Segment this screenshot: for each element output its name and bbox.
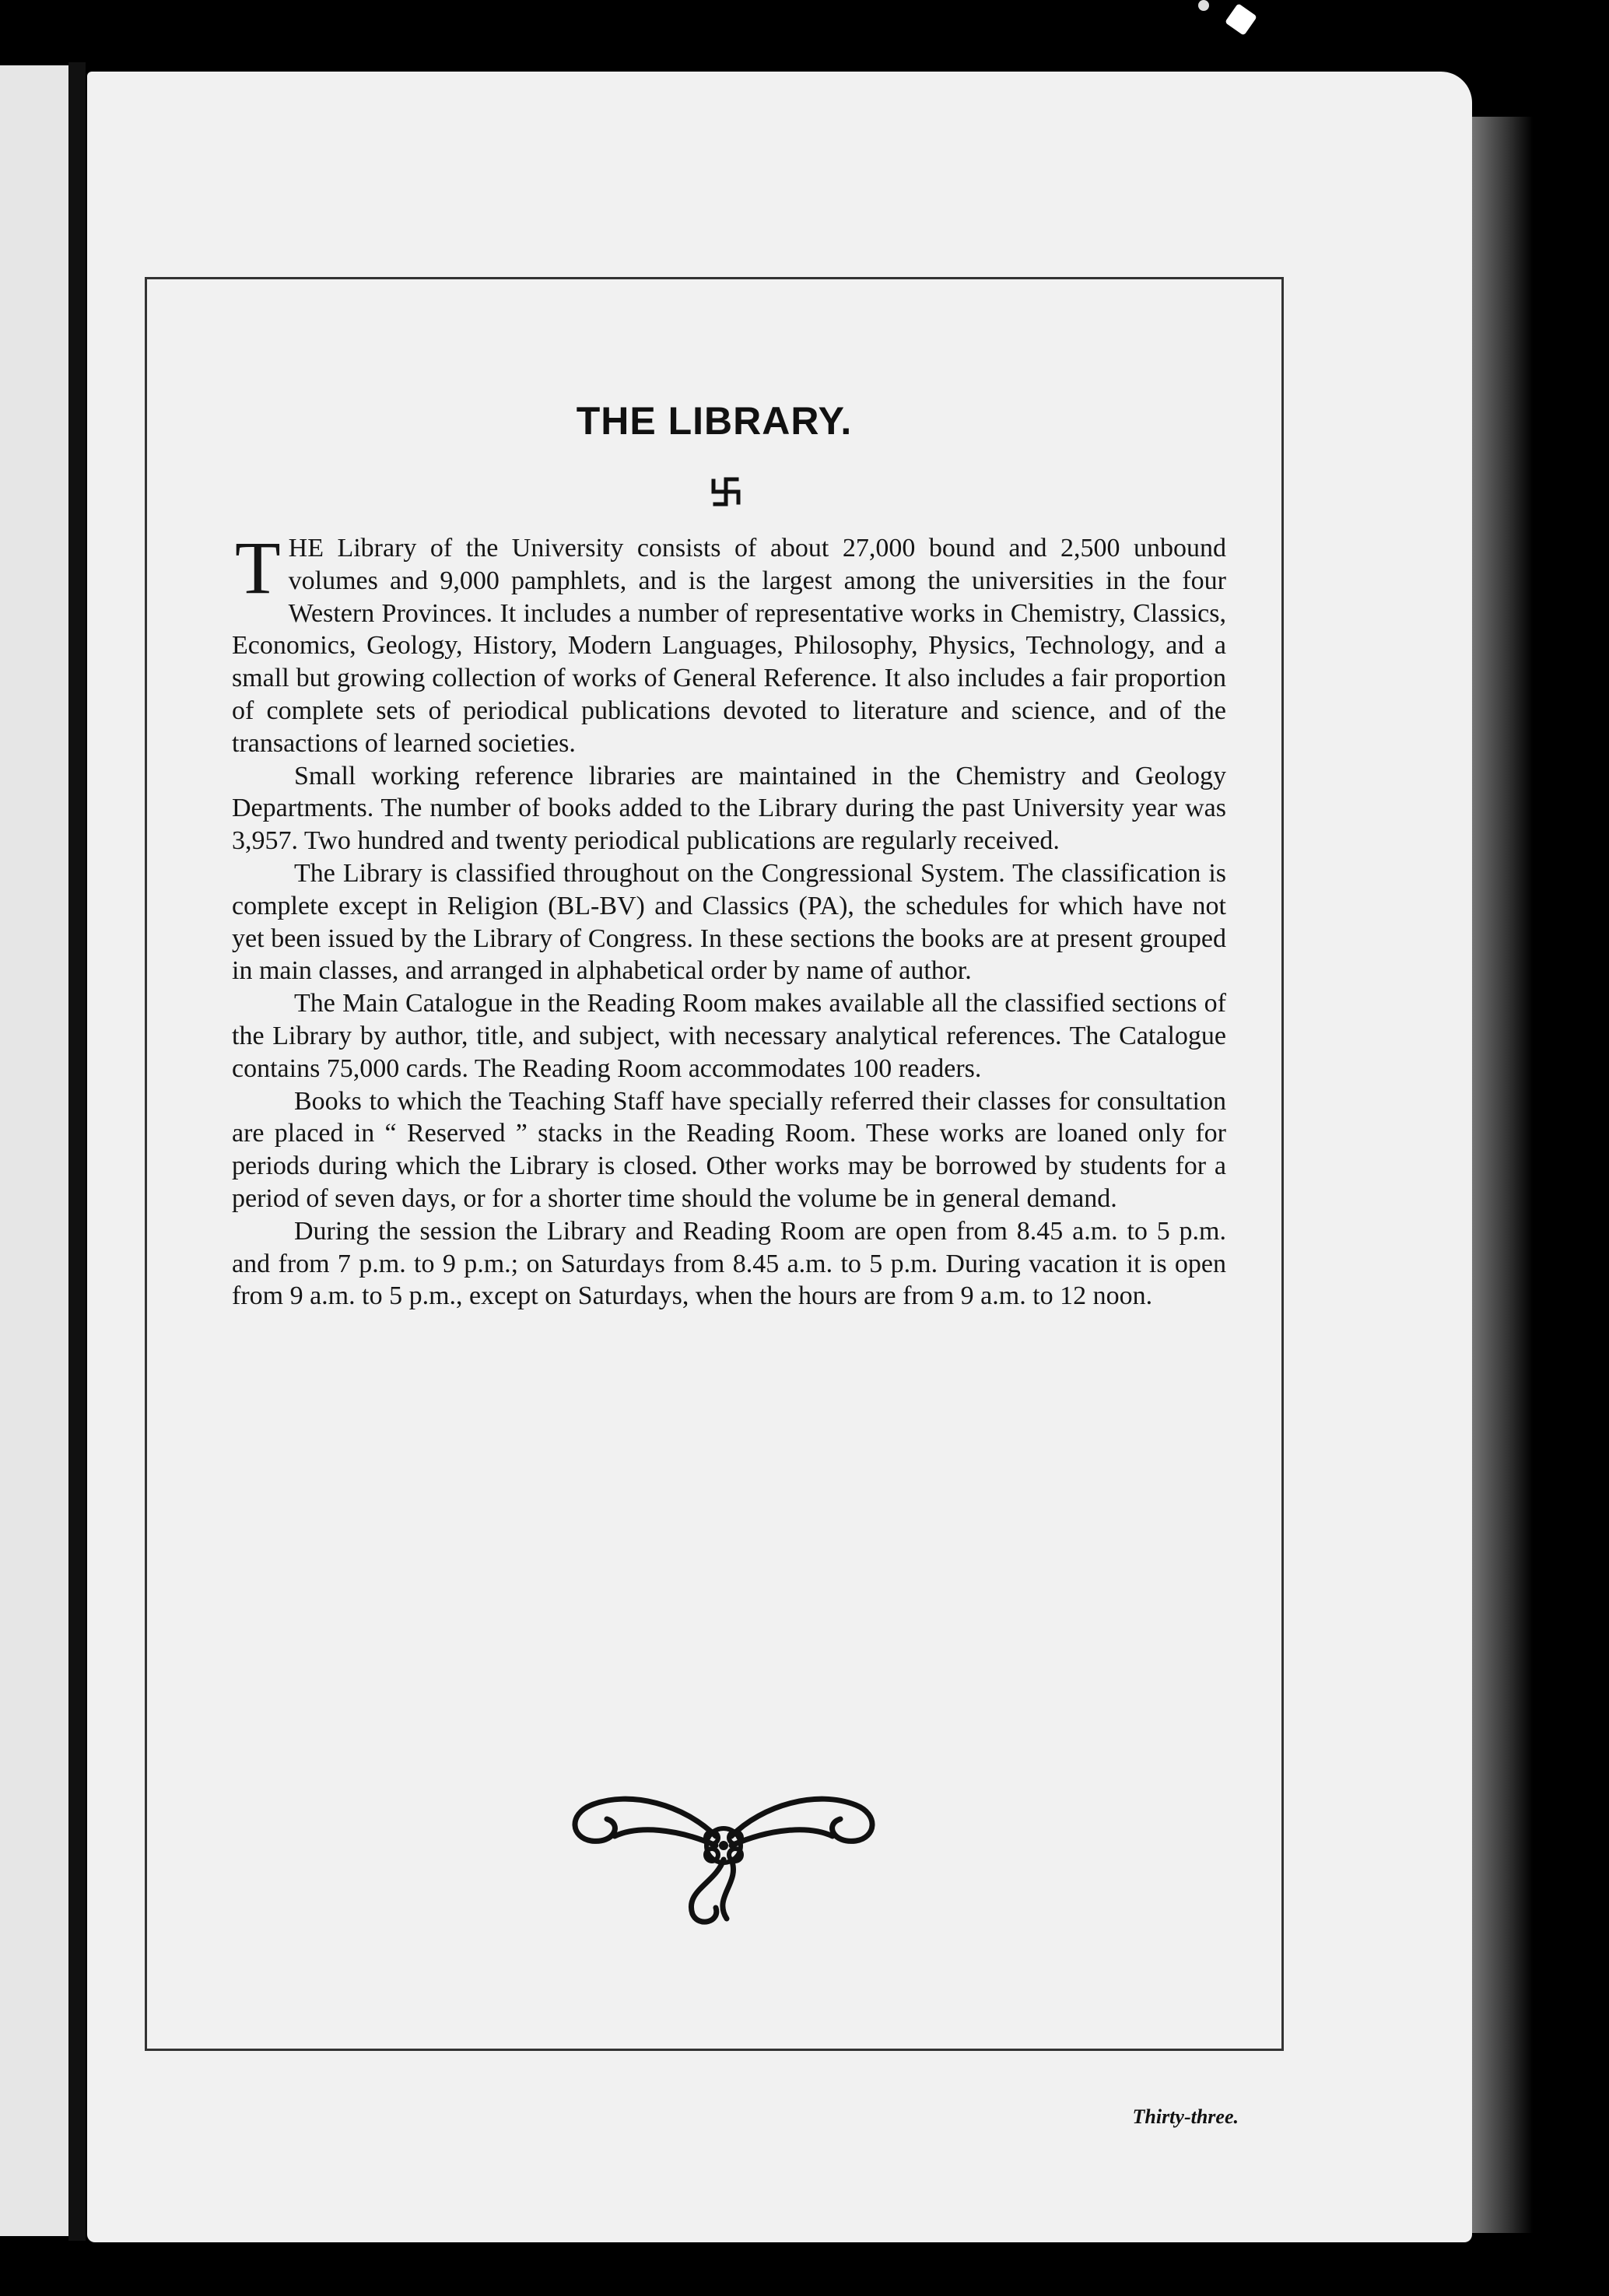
- art-nouveau-flourish-icon: [560, 1774, 887, 1930]
- paragraph: The Main Catalogue in the Reading Room makes available all the classified sections of the Library by author, title, and subject, with necessary analytical references. The Catalogue contains 75,000 cards. The Reading Room accommodates 100 readers.: [232, 989, 1226, 1083]
- drop-cap: T: [235, 526, 281, 609]
- paragraph-text: HE Library of the University consists of about 27,000 bound and 2,500 unbound volumes and 9,000 pamphlets, and is the largest among the universities in the four Western Provinces. It includes a number of representative works in Chemistry, Classics, Economics, Geology, History, Modern Languages, Philosophy, Physics, Technology, and a small but growing collection of works of General Reference. It also includes a fair proportion of complete sets of periodical publications devoted to literature and science, and of the transactions of learned societies.: [232, 534, 1226, 758]
- scan-binding-strip: [68, 62, 86, 2241]
- paragraph: Books to which the Teaching Staff have specially referred their classes for consultation are placed in “ Reserved ” stacks in the Reading Room. These works are loaned only for periods during which the Library is closed. Other works may be borrowed by students for a period of seven days, or for a shorter time should the volume be in general demand.: [232, 1086, 1226, 1213]
- body-text: [232, 526, 1226, 1313]
- scan-background-left-page: [0, 65, 68, 2236]
- swastika-ornament-icon: [710, 476, 741, 507]
- scan-dust-speck: [1198, 0, 1209, 11]
- paragraph: Small working reference libraries are maintained in the Chemistry and Geology Departments. The number of books added to the Library during the past University year was 3,957. Two hundred and twenty periodical publications are regularly received.: [232, 761, 1226, 856]
- page-title: THE LIBRARY.: [576, 399, 853, 443]
- paragraph: The Library is classified throughout on the Congressional System. The classification is complete except in Religion (BL-BV) and Classics (PA), the schedules for which have not yet been issued by the Library of Congress. In these sections the books are at present grouped in main classes, and arranged in alphabetical order by name of author.: [232, 858, 1226, 986]
- scan-dust-speck: [1225, 3, 1257, 36]
- paragraph: [232, 526, 1226, 760]
- page-number: Thirty-three.: [1132, 2105, 1239, 2128]
- page-edge-shadow: [1471, 117, 1533, 2233]
- paragraph: During the session the Library and Reading Room are open from 8.45 a.m. to 5 p.m. and from 7 p.m. to 9 p.m.; on Saturdays from 8.45 a.m. to 5 p.m. During vacation it is open from 9 a.m. to 5 p.m., except on Saturdays, when the hours are from 9 a.m. to 12 noon.: [232, 1216, 1226, 1311]
